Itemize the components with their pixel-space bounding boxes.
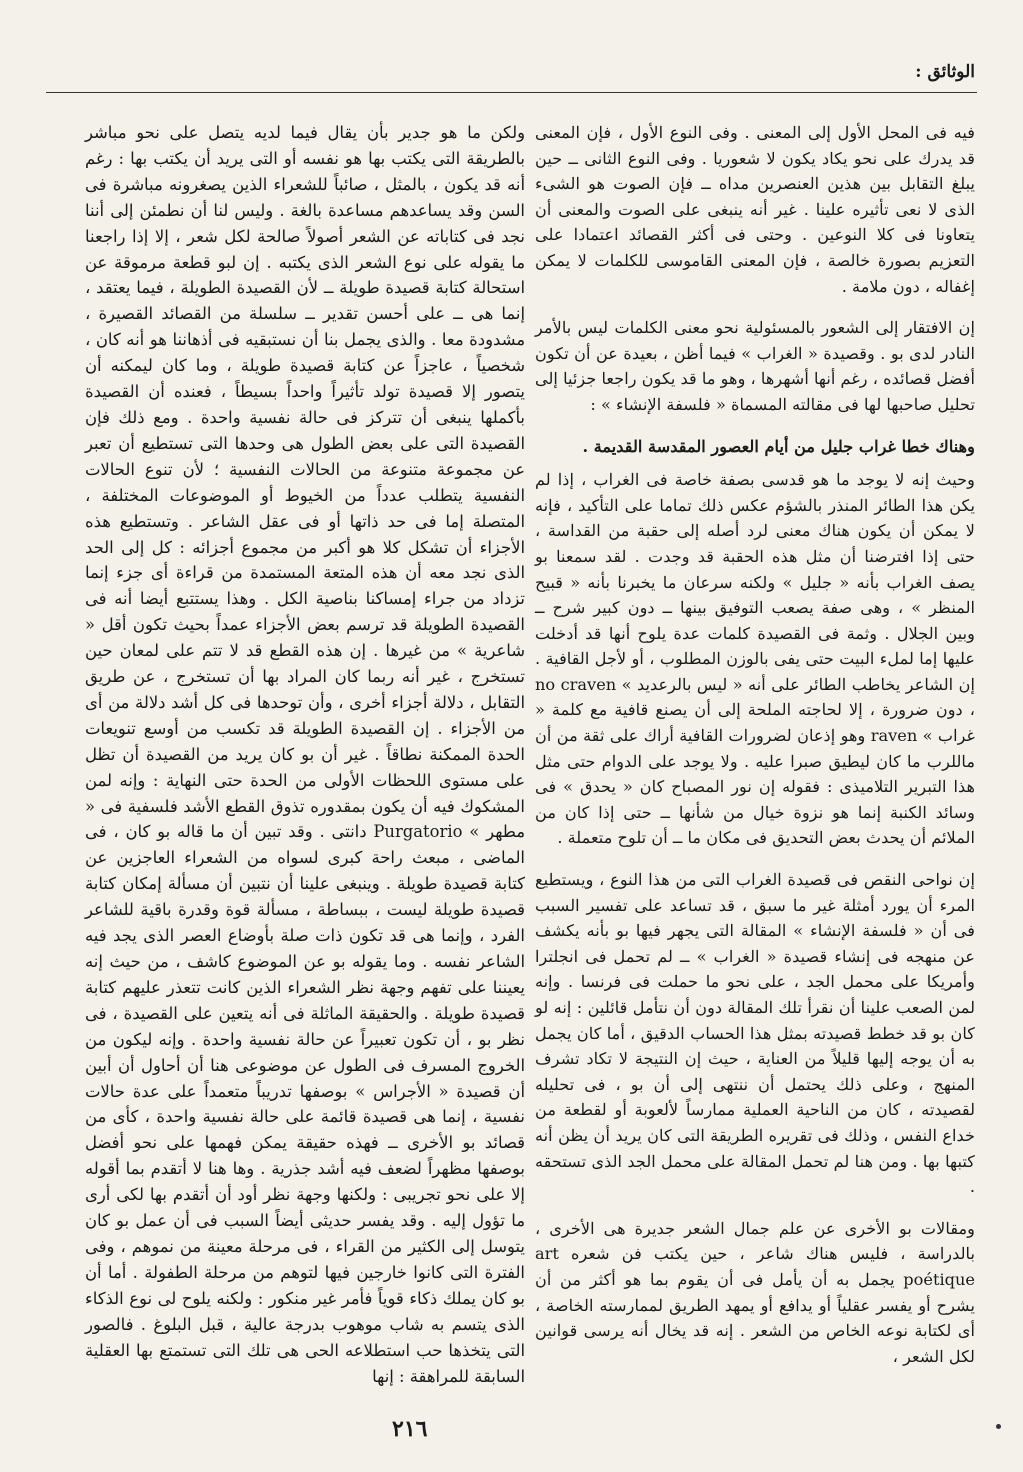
header-rule bbox=[46, 92, 977, 93]
block-quote: وهناك خطا غراب جليل من أيام العصور المقدسة القديمة . bbox=[582, 436, 975, 456]
paragraph: ومقالات بو الأخرى عن علم جمال الشعر جديرة هى الأخرى ، بالدراسة ، فليس هناك شاعر ، حين يكتب فن شعره art poétique يجمل به أن يأمل فى أن يقوم بما هو أكثر من أن يشرح أو يفسر عقلياً أو يدافع أو يمهد الطريق لممارسته الخاصة ، أى لكتابة نوعه الخاص من الشعر . إنه قد يخال أنه يرسى قوانين لكل الشعر ، bbox=[535, 1218, 975, 1366]
right-column bbox=[535, 120, 975, 1379]
left-column bbox=[85, 120, 525, 1399]
paragraph: إن الافتقار إلى الشعور بالمسئولية نحو معنى الكلمات ليس بالأمر النادر لدى بو . وقصيدة « الغراب » فيما أظن ، بعيدة عن أن تكون أفضل قصائده ، رغم أنها أشهرها ، وهو ما قد يكون راجعا جزئيا إلى تحليل صاحبها لها فى مقالته المسماة « فلسفة الإنشاء » : bbox=[535, 318, 975, 414]
paragraph: ولكن ما هو جدير بأن يقال فيما لديه يتصل على نحو مباشر بالطريقة التى يكتب بها هو نفسه أو التى يريد أن يكتب بها : رغم أنه قد يكون ، بالمثل ، صائباً للشعراء الذين يصغرونه مباشرة فى السن وقد يساعدهم مساعدة بالغة . وليس لنا أن نطمئن إلى أننا نجد فى كتاباته عن الشعر أصولاً صالحة لكل شعر ، إلا إذا راجعنا ما يقوله على نوع الشعر الذى يكتبه . إن لبو قطعة مرموقة عن استحالة كتابة قصيدة طويلة ــ لأن القصيدة الطويلة ، فيما يعتقد ، إنما هى ــ على أحسن تقدير ــ سلسلة من القصائد القصيرة ، مشدودة معا . والذى يجمل بنا أن نستبقيه فى أذهاننا هو أنه كان ، شخصياً ، عاجزاً عن كتابة قصيدة طويلة ، وما كان ليمكنه أن يتصور إلا قصيدة تولد تأثيراً واحداً بسيطاً ، فعنده أن القصيدة بأكملها ينبغى أن تتركز فى حالة نفسية واحدة . ومع ذلك فإن القصيدة التى على بعض الطول هى وحدها التى تستطيع أن تعبر عن مجموعة متنوعة من الحالات النفسية ؛ لأن تنوع الحالات النفسية يتطلب عدداً من الخيوط أو الموضوعات المختلفة ، المتصلة إما فى حد ذاتها أو فى عقل الشاعر . وتستطيع هذه الأجزاء أن تشكل كلا هو أكبر من مجموع أجزائه : كل إلى الحد الذى نجد معه أن هذه المتعة المستمدة من قراءة أى جزء إنما تزداد من جراء إمساكنا بناصية الكل . وهذا يستتبع أيضا أنه فى القصيدة الطويلة قد ترسم بعض الأجزاء عمداً بحيث تكون أقل « شاعرية » من غيرها . إن هذه القطع قد لا تتم على لمعان حين تستخرج ، غير أنه ربما كان المراد بها أن تستخرج ، عن طريق التقابل ، دلالة أجزاء أخرى ، وأن توحدها فى كل أشد دلالة من أى من الأجزاء . إن القصيدة الطويلة قد تكسب من أوسع تنويعات الحدة الممكنة نطاقاً . غير أن بو كان يريد من القصيدة أن تظل على مستوى اللحظات الأولى من الحدة حتى النهاية : وإنه لمن المشكوك فيه أن يكون بمقدوره تذوق القطع الأشد فلسفية فى « مطهر » Purgatorio دانتى . وقد تبين أن ما قاله بو كان ، فى الماضى ، مبعث راحة كبرى لسواه من الشعراء العاجزين عن كتابة قصيدة طويلة . وينبغى علينا أن نتبين أن مسألة إمكان كتابة قصيدة طويلة ليست ، ببساطة ، مسألة قوة وقدرة باقية للشاعر الفرد ، وإنما هى قد تكون ذات صلة بأوضاع العصر الذى يجد فيه الشاعر نفسه . وما يقوله بو عن الموضوع كاشف ، من حيث إنه يعيننا على تفهم وجهة نظر الشعراء الذين كانت تتعذر عليهم كتابة قصيدة طويلة . والحقيقة الماثلة فى أنه يتعين على القصيدة ، فى نظر بو ، أن تكون تعبيراً عن حالة نفسية واحدة . وإنه ليكون من الخروج المسرف فى الطول عن موضوعى هنا أن أحاول أن أبين أن قصيدة « الأجراس » بوصفها تدريباً متعمداً على عدة حالات نفسية ، إنما هى قصيدة قائمة على حالة نفسية واحدة ، كأى من قصائد بو الأخرى ــ فهذه حقيقة يمكن فهمها على نحو أفضل بوصفها مظهراً لضعف فيه أشد جذرية . وها هنا لا أتقدم بما أقوله إلا على نحو تجريبى : ولكنها وجهة نظر أود أن أتقدم بها لكى أرى ما تؤول إليه . وقد يفسر حديثى أيضاً السبب فى أن عمل بو كان يتوسل إلى الكثير من القراء ، فى مرحلة معينة من نموهم ، وفى الفترة التى كانوا خارجين فيها لتوهم من مرحلة الطفولة . أما أن بو كان يملك ذكاء قوياً فأمر غير منكور : ولكنه يلوح لى نوع الذكاء الذى يتسم به شاب موهوب بدرجة عالية ، قبل البلوغ . فالصور التى يتخذها حب استطلاعه الحى هى تلك التى تستمتع بها العقلية السابقة للمراهقة : إنها bbox=[85, 123, 525, 1386]
running-header: الوثائق : bbox=[915, 62, 975, 82]
page-number: ٢١٦ bbox=[392, 1416, 428, 1442]
paragraph: فيه فى المحل الأول إلى المعنى . وفى النوع الأول ، فإن المعنى قد يدرك على نحو يكاد يكون لا شعوريا . وفى النوع الثانى ــ حين يبلغ التقابل بين هذين العنصرين مداه ــ فإن الصوت هو الشىء الذى لا نعى تأثيره علينا . غير أنه ينبغى على الصوت والمعنى أن يتعاونا فى كلا النوعين . وحتى فى أكثر القصائد اعتمادا على التعزيم بصورة خالصة ، فإن المعنى القاموسى للكلمات لا يمكن إغفاله ، دون ملامة . bbox=[535, 123, 975, 296]
margin-dot bbox=[996, 1424, 1001, 1429]
paragraph: وحيث إنه لا يوجد ما هو قدسى بصفة خاصة فى الغراب ، إذا لم يكن هذا الطائر المنذر بالشؤم عكس ذلك تماما على التأكيد ، فإنه لا يمكن أن يكون هناك معنى لرد أصله إلى حقبة من القداسة ، حتى إذا افترضنا أن مثل هذه الحقبة قد وجدت . لقد سمعنا بو يصف الغراب بأنه « جليل » ولكنه سرعان ما يخبرنا بأنه « قبيح المنظر » ، وهى صفة يصعب التوفيق بينها ــ دون كبير شرح ــ وبين الجلال . وثمة فى القصيدة كلمات عدة يلوح أنها قد أدخلت عليها إما لملء البيت حتى يفى بالوزن المطلوب ، أو لأجل القافية . إن الشاعر يخاطب الطائر على أنه « ليس بالرعديد » no craven ، دون ضرورة ، إلا لحاجته الملحة إلى أن يصنع قافية مع كلمة « غراب » raven وهو إذعان لضرورات القافية أراك على ثقة من أن ماللرب ما كان ليطيق صبرا عليه . ولا يوجد على الدوام حتى مثل هذا التبرير التلاميذى : فقوله إن نور المصباح كان « يحدق » فى وسائد الكنبة إنما هو نزوة خيال من شأنها ــ حتى إذا كان من الملائم أن يحدث بعض التحديق فى مكان ما ــ أن تلوح متعملة . bbox=[535, 470, 976, 848]
paragraph: إن نواحى النقص فى قصيدة الغراب التى من هذا النوع ، ويستطيع المرء أن يورد أمثلة غير ما سبق ، قد تساعد على تفسير السبب فى أن « فلسفة الإنشاء » المقالة التى يجهر فيها بو بأنه يكشف عن منهجه فى إنشاء قصيدة « الغراب » ــ لم تحمل فى انجلترا وأمريكا على محمل الجد ، على نحو ما حملت فى فرنسا . وإنه لمن الصعب علينا أن نقرأ تلك المقالة دون أن نتأمل قائلين : إنه لو كان بو قد خطط قصيدته بمثل هذا الحساب الدقيق ، أما كان يجمل به أن يوجه إليها قليلاً من العناية ، حيث إن النتيجة لا تكاد تشرف المنهج ، وعلى ذلك يحتمل أن ننتهى إلى أن بو ، فى تحليله لقصيدته ، كان من الناحية العملية ممارساً لألعوبة أو لقطعة من خداع النفس ، وذلك فى تقريره الطريقة التى كان يريد أن يظن أنه كتبها بها . ومن هنا لم تحمل المقالة على محمل الجد الذى تستحقه . bbox=[535, 870, 975, 1197]
